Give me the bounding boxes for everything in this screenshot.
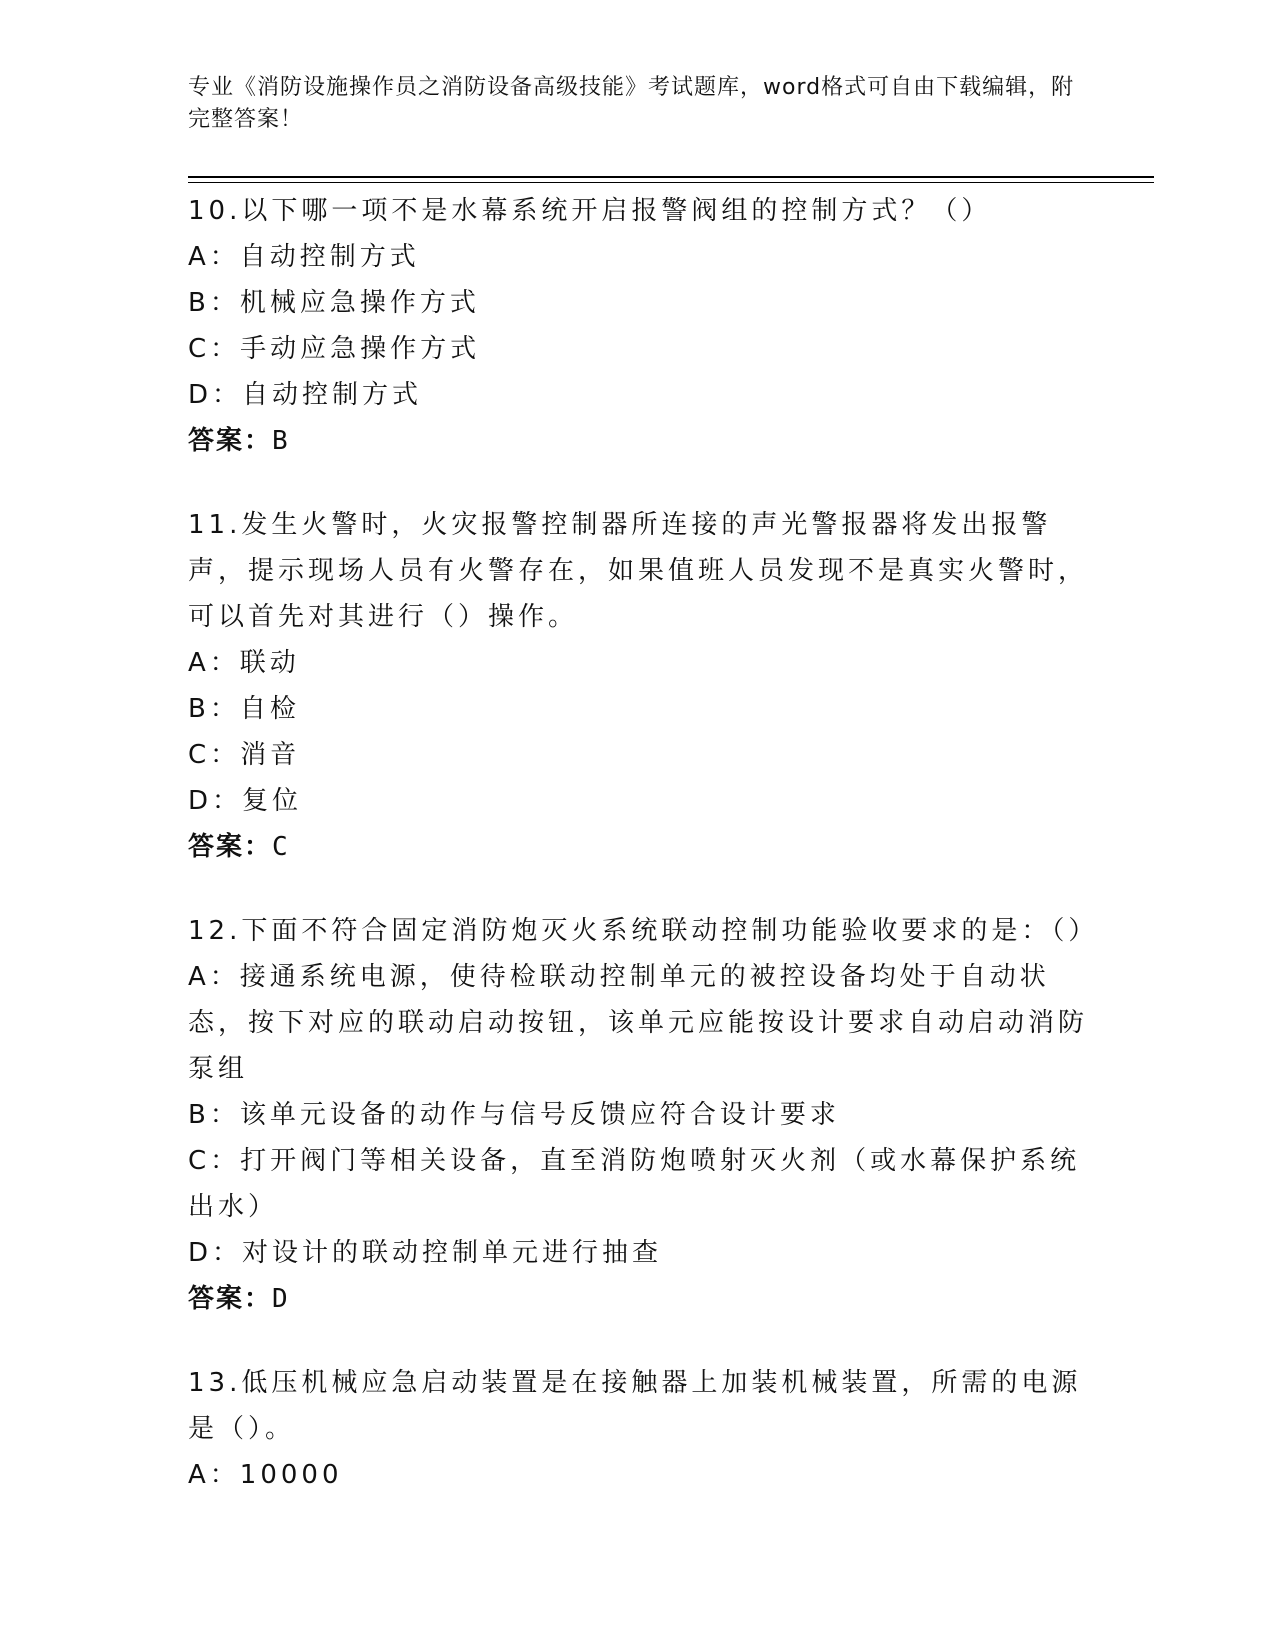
document-header: 专业《消防设施操作员之消防设备高级技能》考试题库，word格式可自由下载编辑，附完整答案！ xyxy=(188,75,1075,132)
question-stem: 13.低压机械应急启动装置是在接触器上加装机械装置，所需的电源是（）。 xyxy=(188,1368,1082,1444)
option-b: B：机械应急操作方式 xyxy=(188,288,480,318)
answer-value: C xyxy=(272,832,290,862)
answer-line xyxy=(188,1276,1088,1322)
answer-label: 答案： xyxy=(188,426,273,456)
option-d: D：复位 xyxy=(188,786,303,816)
question-11 xyxy=(188,502,1088,870)
question-list xyxy=(188,188,1099,1536)
header-divider xyxy=(188,176,1154,178)
question-stem: 11.发生火警时，火灾报警控制器所连接的声光警报器将发出报警声，提示现场人员有火警存在，如果值班人员发现不是真实火警时，可以首先对其进行（）操作。 xyxy=(188,510,1089,632)
option-d: D：自动控制方式 xyxy=(188,380,423,410)
option-c: C：打开阀门等相关设备，直至消防炮喷射灭火剂（或水幕保护系统出水） xyxy=(188,1146,1081,1222)
question-stem: 10.以下哪一项不是水幕系统开启报警阀组的控制方式？（） xyxy=(188,196,992,226)
answer-label: 答案： xyxy=(188,1284,273,1314)
option-b: B：该单元设备的动作与信号反馈应符合设计要求 xyxy=(188,1100,840,1130)
question-13 xyxy=(188,1360,1088,1498)
question-10 xyxy=(188,188,1088,464)
header-divider-thin xyxy=(188,182,1154,183)
option-c: C：消音 xyxy=(188,740,301,770)
option-d: D：对设计的联动控制单元进行抽查 xyxy=(188,1238,663,1268)
question-stem: 12.下面不符合固定消防炮灭火系统联动控制功能验收要求的是：（） xyxy=(188,916,1099,946)
option-a: A：接通系统电源，使待检联动控制单元的被控设备均处于自动状态，按下对应的联动启动按钮，该单元应能按设计要求自动启动消防泵组 xyxy=(188,962,1089,1084)
answer-value: D xyxy=(272,1284,290,1314)
option-a: A：10000 xyxy=(188,1460,343,1490)
answer-line xyxy=(188,824,1088,870)
option-a: A：联动 xyxy=(188,648,300,678)
answer-value: B xyxy=(272,426,290,456)
answer-label: 答案： xyxy=(188,832,273,862)
option-a: A：自动控制方式 xyxy=(188,242,420,272)
option-c: C：手动应急操作方式 xyxy=(188,334,481,364)
answer-line xyxy=(188,418,1088,464)
question-12 xyxy=(188,908,1099,1322)
option-b: B：自检 xyxy=(188,694,300,724)
